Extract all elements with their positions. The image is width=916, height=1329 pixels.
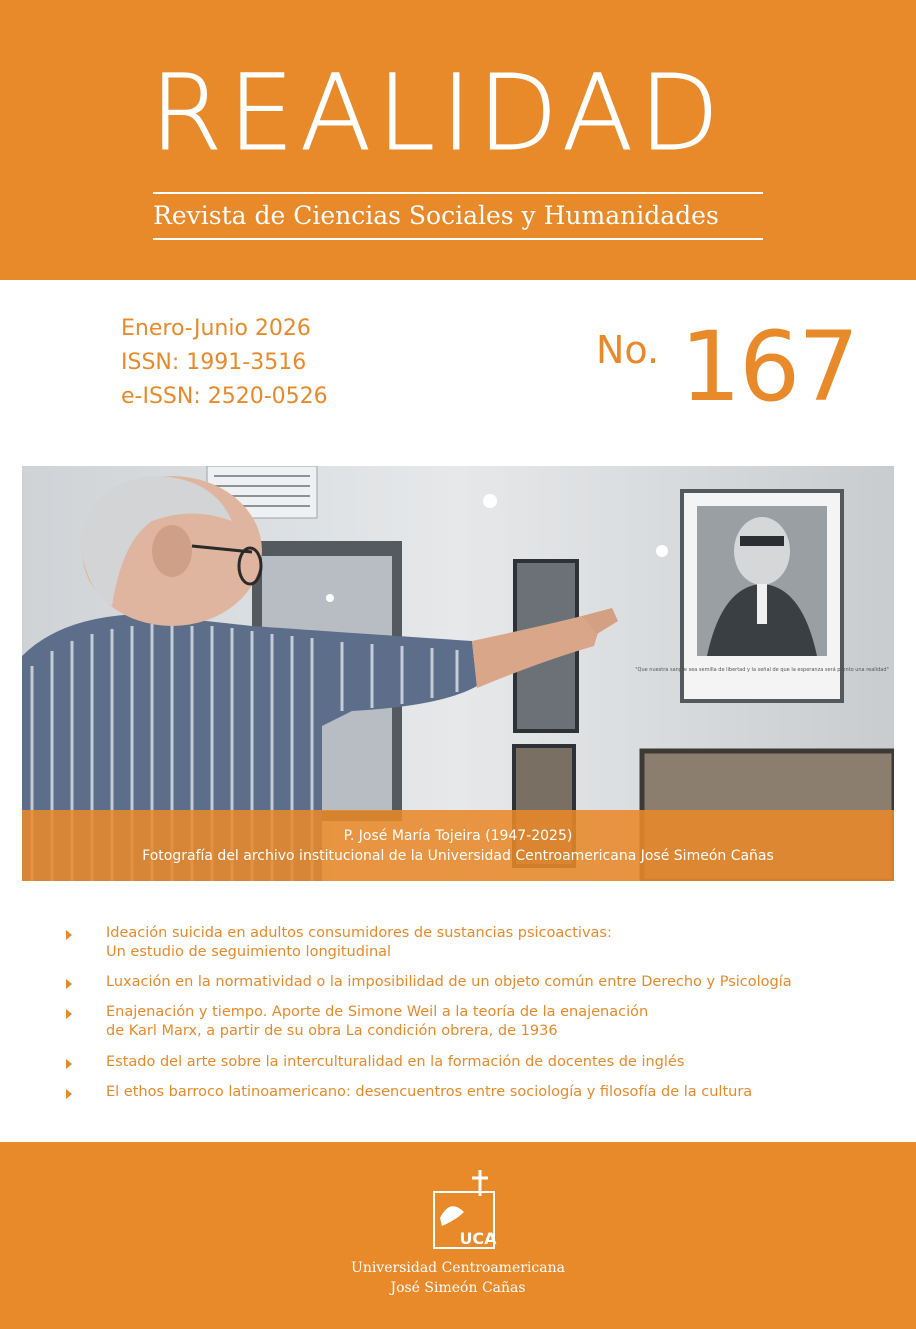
cover-photo bbox=[22, 466, 894, 881]
article-title-line: Enajenación y tiempo. Aporte de Simone Weil a la teoría de la enajenación bbox=[106, 1004, 649, 1020]
university-name-line1: Universidad Centroamericana bbox=[351, 1260, 565, 1276]
issue-number: 167 bbox=[680, 311, 858, 423]
header-band bbox=[0, 0, 916, 280]
article-title-line: Estado del arte sobre la interculturalidad en la formación de docentes de inglés bbox=[106, 1054, 685, 1070]
photo-caption-title: P. José María Tojeira (1947-2025) bbox=[343, 828, 573, 844]
portrait-inscription: "Que nuestra sangre sea semilla de libertad y la señal de que la esperanza será pronto una realidad" bbox=[635, 667, 889, 673]
subtitle-bottom-rule bbox=[153, 238, 763, 240]
university-name-line2: José Simeón Cañas bbox=[390, 1280, 526, 1296]
bullet-triangle-icon bbox=[66, 1089, 72, 1099]
issue-eissn: e-ISSN: 2520-0526 bbox=[121, 384, 328, 409]
uca-logo-icon bbox=[430, 1168, 500, 1252]
journal-title: REALIDAD bbox=[150, 52, 726, 174]
issue-period: Enero-Junio 2026 bbox=[121, 316, 311, 341]
footer-band bbox=[0, 1142, 916, 1329]
photo-caption-credit: Fotografía del archivo institucional de la Universidad Centroamericana José Simeón Cañas bbox=[142, 848, 774, 864]
issue-issn: ISSN: 1991-3516 bbox=[121, 350, 307, 375]
article-title-line: Un estudio de seguimiento longitudinal bbox=[106, 944, 392, 960]
bullet-triangle-icon bbox=[66, 1059, 72, 1069]
bullet-triangle-icon bbox=[66, 1009, 72, 1019]
subtitle-top-rule bbox=[153, 192, 763, 194]
journal-subtitle: Revista de Ciencias Sociales y Humanidades bbox=[153, 201, 719, 230]
article-title-line: de Karl Marx, a partir de su obra La condición obrera, de 1936 bbox=[106, 1023, 558, 1039]
article-title-line: Luxación en la normatividad o la imposibilidad de un objeto común entre Derecho y Psicología bbox=[106, 974, 792, 990]
cover-photo-illustration bbox=[22, 466, 894, 881]
bullet-triangle-icon bbox=[66, 979, 72, 989]
issue-meta bbox=[121, 312, 328, 414]
issue-number-label: No. bbox=[596, 328, 660, 372]
article-title-line: El ethos barroco latinoamericano: desencuentros entre sociología y filosofía de la cultura bbox=[106, 1084, 753, 1100]
svg-text:UCA: UCA bbox=[459, 1229, 497, 1248]
article-title-line: Ideación suicida en adultos consumidores de sustancias psicoactivas: bbox=[106, 925, 612, 941]
bullet-triangle-icon bbox=[66, 930, 72, 940]
